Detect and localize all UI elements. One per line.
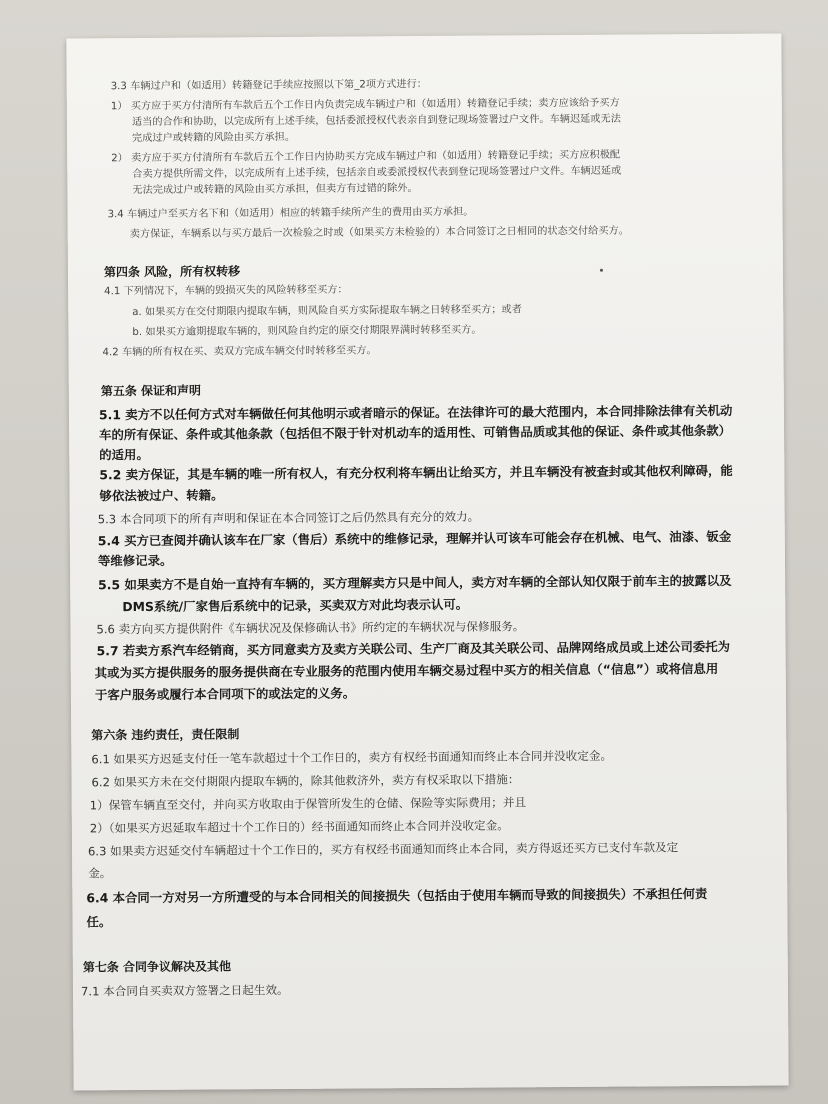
clause-6-4-cont: 任。 <box>86 914 112 930</box>
clause-3-3-item-2-cont2: 无法完成过户或转籍的风险由买方承担，但卖方有过错的除外。 <box>132 183 418 197</box>
clause-6-2-1: 1）保管车辆直至交付，并向买方收取由于保管所发生的仓储、保险等实际费用；并且 <box>89 795 527 813</box>
clause-5-4: 5.4 买方已查阅并确认该车在厂家（售后）系统中的维修记录，理解并认可该车可能会存在机械、电气、油漆、钣金 <box>97 528 732 549</box>
clause-4-1-b: b. 如果买方逾期提取车辆的，则风险自约定的原交付期限界满时转移至买方。 <box>132 324 482 339</box>
clause-6-4: 6.4 本合同一方对另一方所遭受的与本合同相关的间接损失（包括由于使用车辆而导致的间接损失）不承担任何责 <box>86 886 708 906</box>
clause-6-1: 6.1 如果买方迟延支付任一笔车款超过十个工作日的，卖方有权经书面通知而终止本合同并没收定金。 <box>91 748 613 767</box>
article-7-title: 第七条 合同争议解决及其他 <box>82 959 232 975</box>
clause-5-2: 5.2 卖方保证，其是车辆的唯一所有权人，有充分权利将车辆出让给买方，并且车辆没有被查封或其他权利障碍，能 <box>99 462 733 483</box>
clause-3-3-item-2-cont: 合卖方提供所需文件，以完成所有上述手续，包括亲自或委派授权代表到登记现场签署过户文件。车辆迟延或 <box>132 165 622 181</box>
clause-3-4: 3.4 车辆过户至买方名下和（如适用）相应的转籍手续所产生的费用由买方承担。 <box>107 206 474 221</box>
contract-page <box>66 34 788 1091</box>
article-4-title: 第四条 风险，所有权转移 <box>103 264 241 280</box>
clause-5-5-cont: DMS系统/厂家售后系统中的记录，买卖双方对此均表示认可。 <box>122 596 469 615</box>
clause-5-3: 5.3 本合同项下的所有声明和保证在本合同签订之后仍然具有充分的效力。 <box>97 509 480 527</box>
article-5-title: 第五条 保证和声明 <box>100 383 202 399</box>
article-6-title: 第六条 违约责任，责任限制 <box>91 727 240 743</box>
clause-5-7: 5.7 若卖方系汽车经销商，买方同意卖方及卖方关联公司、生产厂商及其关联公司、品牌网络成员或上述公司委托为 <box>96 638 731 659</box>
clause-6-3: 6.3 如果卖方迟延交付车辆超过十个工作日的，买方有权经书面通知而终止本合同，卖方得返还买方已支付车款及定 <box>87 840 679 859</box>
speck-mark <box>600 269 603 272</box>
clause-4-1: 4.1 下列情况下，车辆的毁损灭失的风险转移至买方： <box>104 284 348 298</box>
clause-7-1: 7.1 本合同自买卖双方签署之日起生效。 <box>80 982 289 999</box>
clause-6-2-2: 2）（如果买方迟延取车超过十个工作日的）经书面通知而终止本合同并没收定金。 <box>89 818 509 836</box>
clause-3-3-item-1-cont: 适当的合作和协助，以完成所有上述手续，包括委派授权代表亲自到登记现场签署过户文件。车辆迟延或无法 <box>131 113 621 129</box>
clause-6-2: 6.2 如果买方未在交付期限内提取车辆的，除其他救济外，卖方有权采取以下措施： <box>91 772 520 790</box>
clause-6-3-cont: 金。 <box>88 866 112 881</box>
clause-3-3-heading: 3.3 车辆过户和（如适用）转籍登记手续应按照以下第_2项方式进行： <box>110 78 427 93</box>
clause-5-1: 5.1 卖方不以任何方式对车辆做任何其他明示或者暗示的保证。在法律许可的最大范围内，本合同排除法律有关机动 <box>98 402 733 423</box>
clause-5-1-cont2: 的适用。 <box>99 446 149 463</box>
clause-3-4-guarantee: 卖方保证，车辆系以与买方最后一次检验之时或（如果买方未检验的）本合同签订之日相同的状态交付给买方。 <box>129 225 629 241</box>
clause-5-2-cont: 够依法被过户、转籍。 <box>99 487 224 504</box>
clause-4-2: 4.2 车辆的所有权在买、卖双方完成车辆交付时转移至买方。 <box>102 345 377 359</box>
clause-3-3-item-2: 2） 卖方应于买方付清所有车款后五个工作日内协助买方完成车辆过户和（如适用）转籍登记手续；买方应积极配 <box>111 149 621 165</box>
clause-5-7-cont: 其或为买方提供服务的服务提供商在专业服务的范围内使用车辆交易过程中买方的相关信息（“信息”）或将信息用 <box>94 660 719 681</box>
clause-5-4-cont: 等维修记录。 <box>97 552 173 569</box>
clause-5-5: 5.5 如果卖方不是自始一直持有车辆的，买方理解卖方只是中间人，卖方对车辆的全部认知仅限于前车主的披露以及 <box>98 572 732 593</box>
clause-4-1-a: a. 如果买方在交付期限内提取车辆，则风险自买方实际提取车辆之日转移至买方；或者 <box>132 304 522 319</box>
clause-5-1-cont: 车的所有保证、条件或其他条款（包括但不限于针对机动车的适用性、可销售品质或其他的保证、条件或其他条款） <box>99 422 732 443</box>
clause-3-3-item-1: 1） 买方应于买方付清所有车款后五个工作日内负责完成车辆过户和（如适用）转籍登记手续；卖方应该给予买方 <box>110 97 620 113</box>
clause-5-7-cont2: 于客户服务或履行本合同项下的或法定的义务。 <box>94 685 356 703</box>
clause-5-6: 5.6 卖方向买方提供附件《车辆状况及保修确认书》所约定的车辆状况与保修服务。 <box>96 619 525 637</box>
clause-3-3-item-1-cont2: 完成过户或转籍的风险由买方承担。 <box>131 131 296 145</box>
